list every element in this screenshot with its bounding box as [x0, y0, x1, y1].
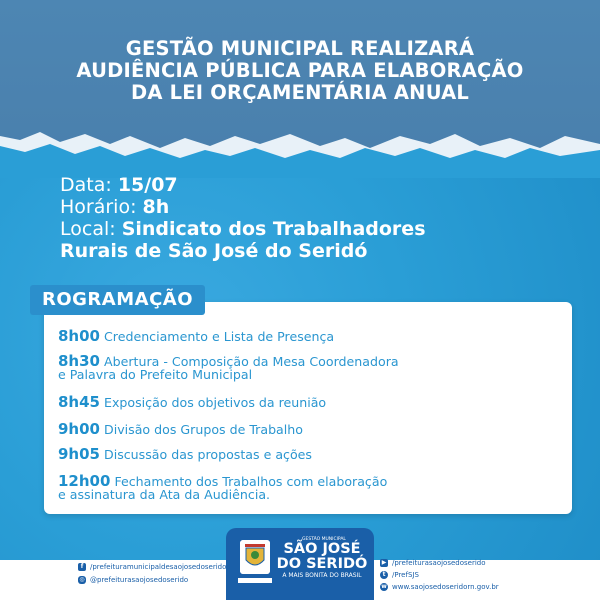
- program-item-desc-cont: e Palavra do Prefeito Municipal: [58, 367, 253, 382]
- program-item: [58, 393, 558, 411]
- coat-of-arms-icon: [240, 540, 270, 574]
- event-date-row: [60, 174, 426, 196]
- program-item-desc: Fechamento dos Trabalhos com elaboração: [110, 474, 388, 489]
- logo-name-line-1: SÃO JOSÉ: [283, 541, 361, 557]
- logo-name-line-2: DO SERIDÓ: [276, 556, 368, 572]
- social-youtube[interactable]: [380, 559, 486, 567]
- event-place-row: [60, 218, 426, 240]
- date-label: Data:: [60, 174, 118, 196]
- headline: [40, 38, 560, 104]
- social-twitter-text: /PrefSJS: [392, 571, 419, 579]
- program-item-time: 8h30: [58, 352, 100, 370]
- date-value: 15/07: [117, 174, 178, 196]
- program-item-desc: Exposição dos objetivos da reunião: [100, 395, 327, 410]
- facebook-icon: f: [78, 563, 86, 571]
- time-value: 8h: [142, 196, 170, 218]
- program-item-time: 8h45: [58, 393, 100, 411]
- logo-kicker: GESTÃO MUNICIPAL: [302, 537, 346, 542]
- headline-line-3: DA LEI ORÇAMENTÁRIA ANUAL: [130, 81, 470, 104]
- program-item: [58, 445, 558, 463]
- place-value-line-1: Sindicato dos Trabalhadores: [121, 218, 426, 240]
- program-item-desc: Credenciamento e Lista de Presença: [100, 329, 335, 344]
- program-item-desc: Divisão dos Grupos de Trabalho: [100, 422, 303, 437]
- place-label: Local:: [60, 218, 122, 240]
- social-website[interactable]: [380, 583, 499, 591]
- web-icon: w: [381, 583, 387, 590]
- twitter-icon: t: [380, 571, 388, 579]
- program-item: [58, 352, 558, 382]
- program-item: [58, 327, 558, 345]
- social-youtube-text: /prefeiturasaojosedoserido: [392, 559, 486, 567]
- program-item-desc: Abertura - Composição da Mesa Coordenadora: [100, 354, 399, 369]
- program-item-desc: Discussão das propostas e ações: [100, 447, 312, 462]
- social-instagram[interactable]: [78, 576, 188, 584]
- instagram-icon: ◎: [79, 576, 85, 583]
- program-item-time: 9h00: [58, 420, 100, 438]
- logo-ribbon: [238, 578, 272, 583]
- time-label: Horário:: [60, 196, 143, 218]
- program-title: ROGRAMAÇÃO: [30, 285, 205, 315]
- social-facebook[interactable]: [78, 563, 226, 571]
- program-item-time: 9h05: [58, 445, 100, 463]
- program-item-time: 8h00: [58, 327, 100, 345]
- logo-name: [272, 542, 372, 572]
- program-item-desc-cont: e assinatura da Ata da Audiência.: [58, 487, 271, 502]
- youtube-icon: ▶: [381, 559, 387, 566]
- social-twitter[interactable]: [380, 571, 419, 579]
- torn-paper-edge: [0, 118, 600, 178]
- headline-line-1: GESTÃO MUNICIPAL REALIZARÁ: [125, 37, 475, 60]
- program-item: [58, 472, 558, 502]
- logo-slogan: A MAIS BONITA DO BRASIL: [282, 572, 362, 579]
- event-time-row: [60, 196, 426, 218]
- event-place-row-2: [60, 240, 426, 262]
- program-item: [58, 420, 558, 438]
- program-item-time: 12h00: [58, 472, 111, 490]
- headline-line-2: AUDIÊNCIA PÚBLICA PARA ELABORAÇÃO: [76, 59, 524, 82]
- event-info: [60, 174, 426, 262]
- place-value-line-2: Rurais de São José do Seridó: [60, 240, 368, 262]
- social-website-text: www.saojosedoseridorn.gov.br: [392, 583, 499, 591]
- social-instagram-text: @prefeiturasaojosedoserido: [90, 576, 189, 584]
- social-facebook-text: /prefeituramunicipaldesaojosedoserido: [90, 563, 227, 571]
